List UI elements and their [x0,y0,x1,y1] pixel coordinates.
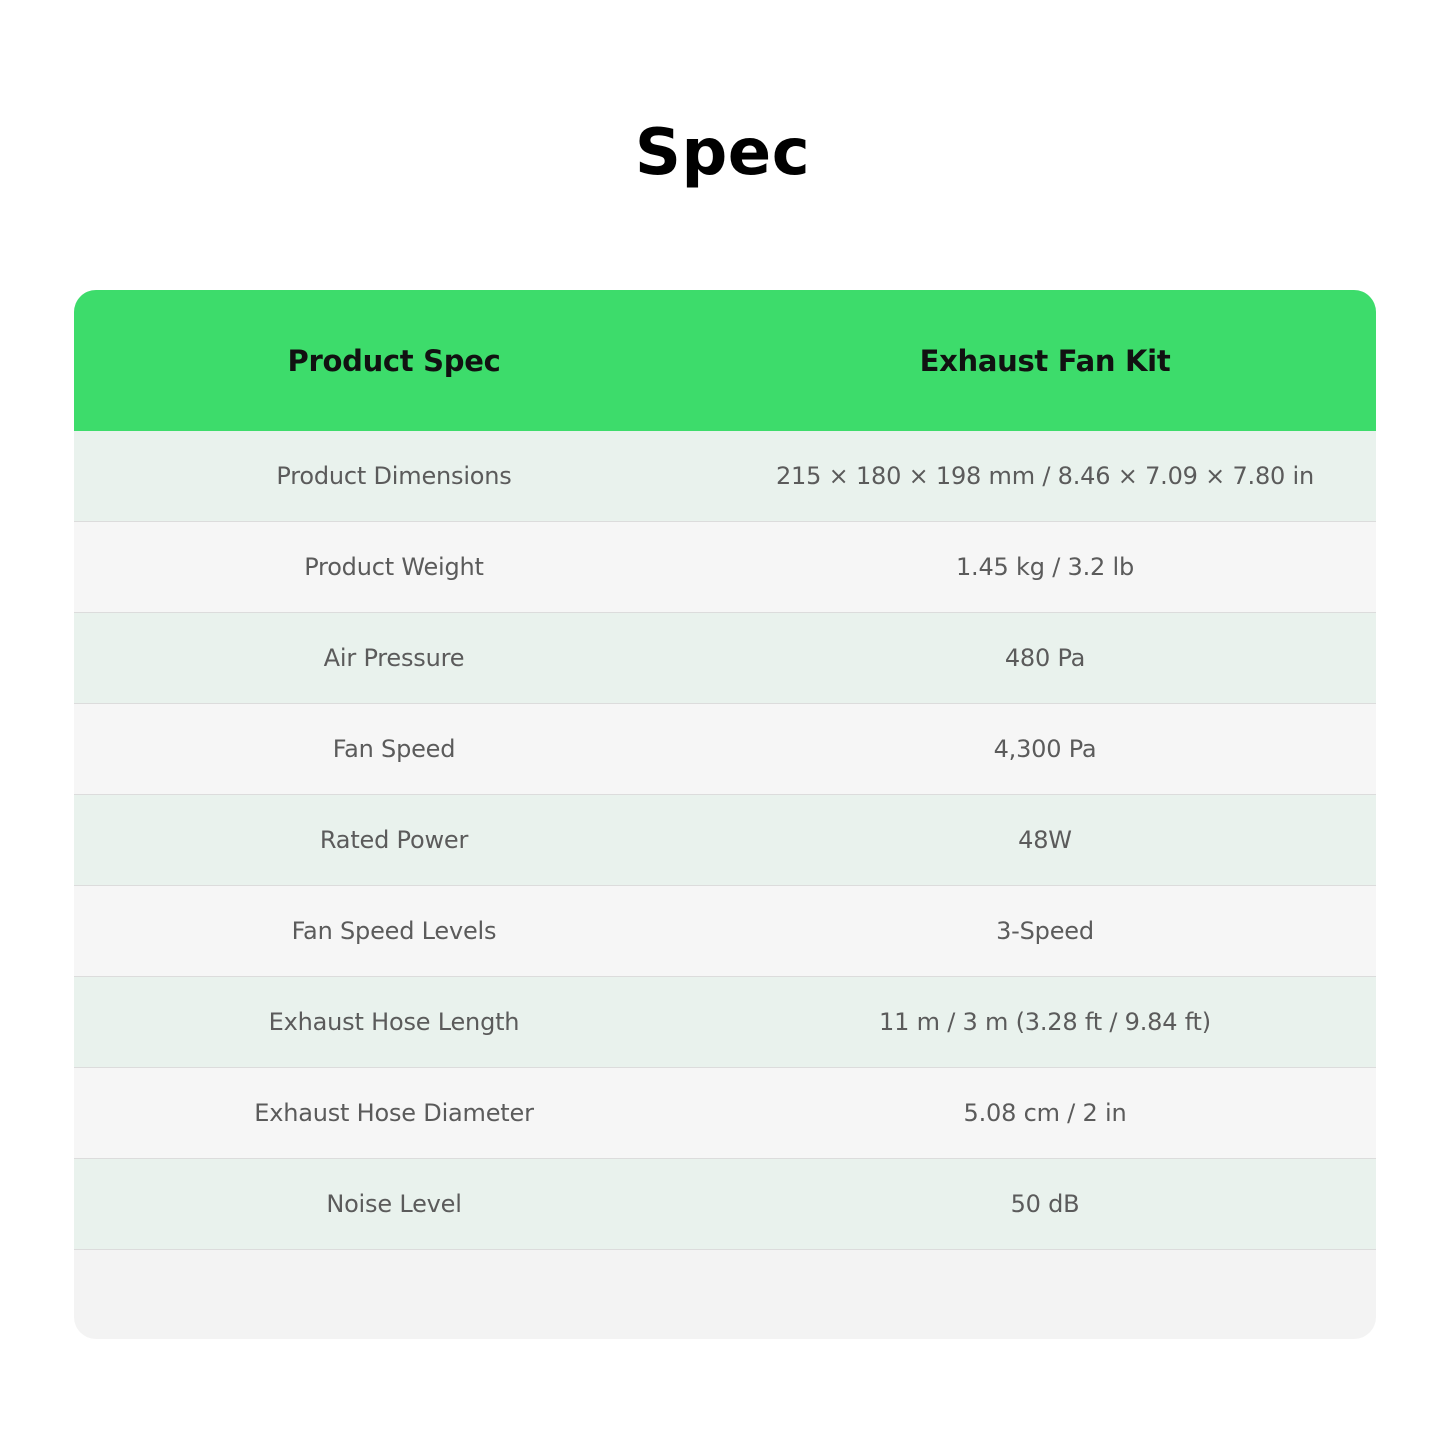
spec-label: Product Dimensions [276,462,512,490]
table-row [74,1068,1376,1159]
table-row [74,704,1376,795]
spec-label: Rated Power [319,826,469,854]
spec-value: 480 Pa [1004,644,1086,672]
header-product-spec: Product Spec [287,343,501,378]
table-header-row [74,290,1376,431]
spec-value: 1.45 kg / 3.2 lb [955,553,1135,581]
spec-value: 4,300 Pa [993,735,1097,763]
table-body [74,431,1376,1250]
table-row [74,522,1376,613]
spec-label: Product Weight [304,553,484,581]
page-title: Spec [634,116,811,190]
spec-label: Fan Speed [332,735,456,763]
spec-label: Exhaust Hose Diameter [254,1099,534,1127]
spec-value: 48W [1018,826,1072,854]
spec-value: 50 dB [1010,1190,1080,1218]
table-row [74,1159,1376,1250]
table-row [74,613,1376,704]
table-row [74,795,1376,886]
table-row [74,886,1376,977]
header-exhaust-fan-kit: Exhaust Fan Kit [919,343,1171,378]
spec-value: 5.08 cm / 2 in [963,1099,1127,1127]
spec-label: Exhaust Hose Length [268,1008,520,1036]
spec-label: Noise Level [326,1190,462,1218]
spec-label: Fan Speed Levels [291,917,497,945]
table-row [74,977,1376,1068]
table-row [74,431,1376,522]
spec-value: 11 m / 3 m (3.28 ft / 9.84 ft) [879,1008,1211,1036]
spec-value: 3-Speed [996,917,1094,945]
spec-value: 215 × 180 × 198 mm / 8.46 × 7.09 × 7.80 in [775,462,1315,490]
spec-table [74,290,1376,1339]
spec-label: Air Pressure [323,644,465,672]
